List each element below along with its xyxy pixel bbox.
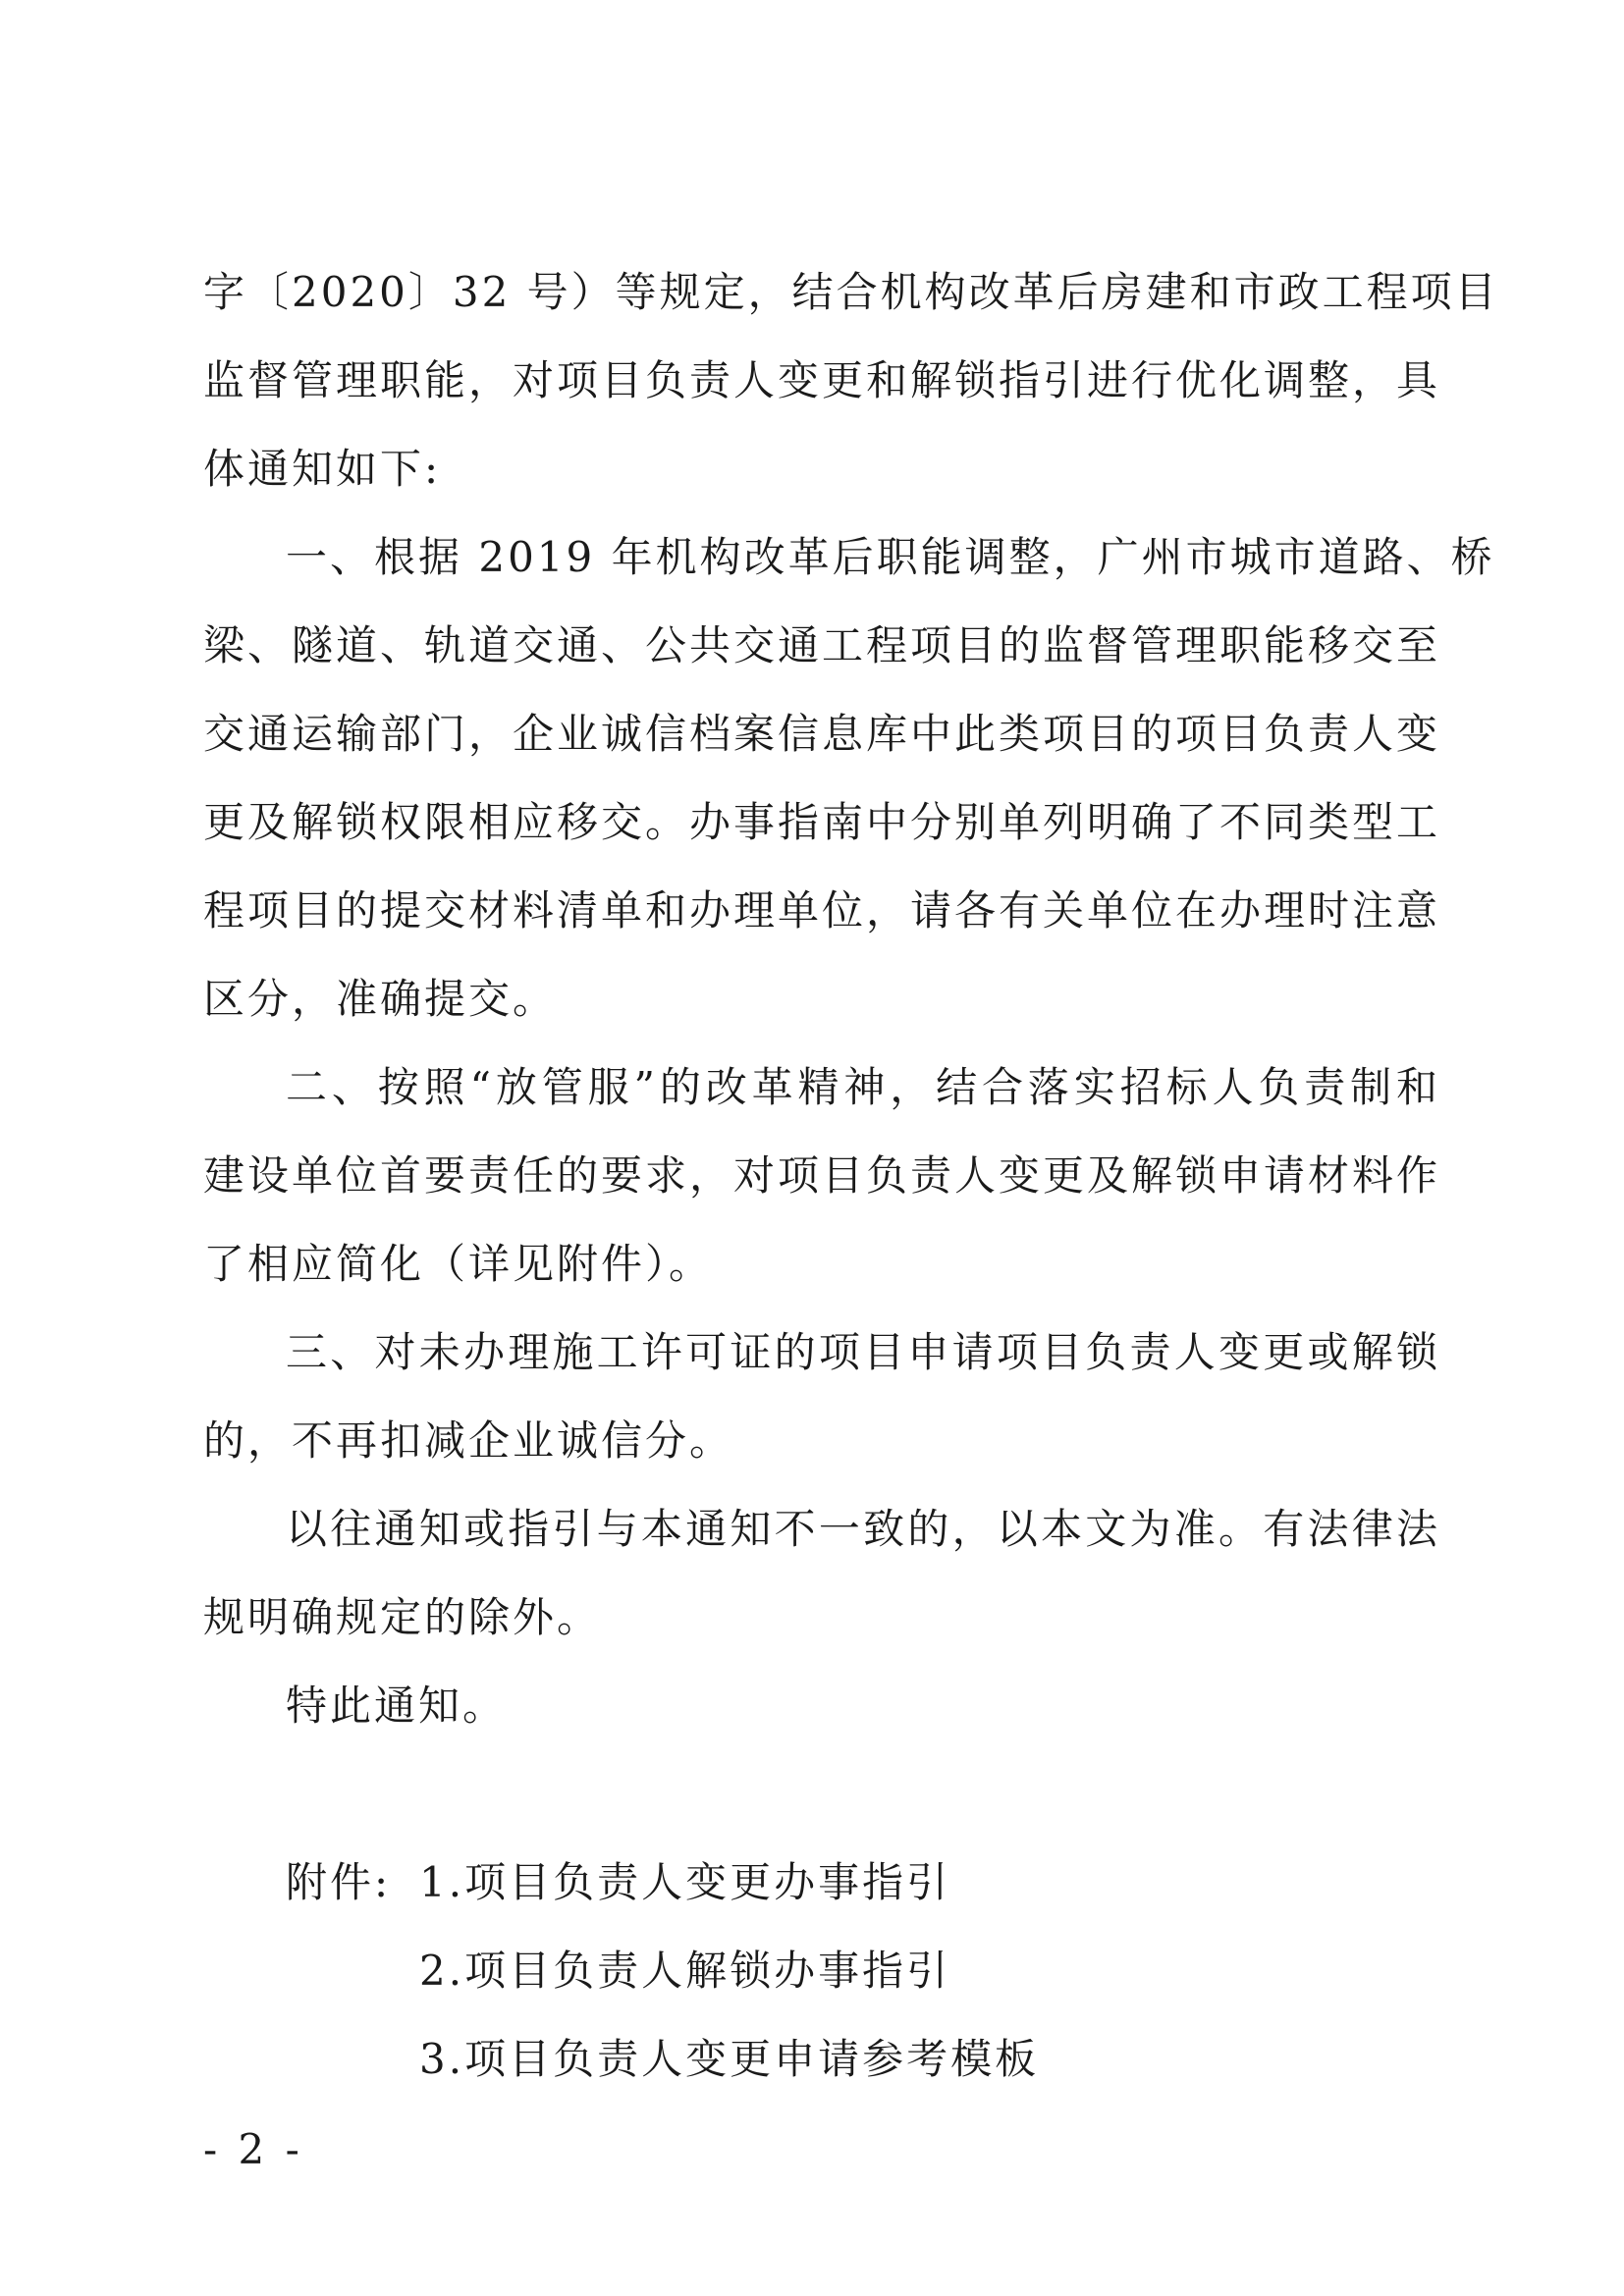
item1-line-4: 更及解锁权限相应移交。办事指南中分别单列明确了不同类型工 — [203, 798, 1441, 846]
item3-line-1: 三、对未办理施工许可证的项目申请项目负责人变更或解锁 — [286, 1328, 1440, 1376]
page-number: - 2 - — [203, 2125, 303, 2173]
item2-line-3: 了相应简化（详见附件）。 — [203, 1240, 714, 1288]
item1-line-3: 交通运输部门，企业诚信档案信息库中此类项目的项目负责人变 — [203, 710, 1441, 758]
attachment-item-2: 2.项目负责人解锁办事指引 — [419, 1947, 951, 1995]
item1-line-5: 程项目的提交材料清单和办理单位，请各有关单位在办理时注意 — [203, 886, 1441, 934]
item1-line-2: 梁、隧道、轨道交通、公共交通工程项目的监督管理职能移交至 — [203, 621, 1441, 669]
note-line-1: 以往通知或指引与本通知不一致的，以本文为准。有法律法 — [286, 1505, 1440, 1553]
note-line-2: 规明确规定的除外。 — [203, 1593, 602, 1641]
item1-line-6: 区分，准确提交。 — [203, 975, 558, 1023]
item1-line-1: 一、根据 2019 年机构改革后职能调整，广州市城市道路、桥 — [286, 533, 1495, 581]
item2-line-2: 建设单位首要责任的要求，对项目负责人变更及解锁申请材料作 — [203, 1151, 1441, 1200]
attachments-label: 附件: — [286, 1858, 392, 1906]
attachment-item-3: 3.项目负责人变更申请参考模板 — [419, 2035, 1040, 2083]
closing: 特此通知。 — [286, 1682, 508, 1730]
item3-line-2: 的，不再扣减企业诚信分。 — [203, 1416, 734, 1465]
intro-line-3: 体通知如下: — [203, 445, 442, 493]
intro-line-2: 监督管理职能，对项目负责人变更和解锁指引进行优化调整，具 — [203, 356, 1441, 404]
attachment-item-1: 1.项目负责人变更办事指引 — [419, 1858, 951, 1906]
item2-line-1: 二、按照“放管服”的改革精神，结合落实招标人负责制和 — [286, 1063, 1440, 1111]
intro-line-1: 字〔2020〕32 号）等规定，结合机构改革后房建和市政工程项目 — [203, 268, 1499, 316]
